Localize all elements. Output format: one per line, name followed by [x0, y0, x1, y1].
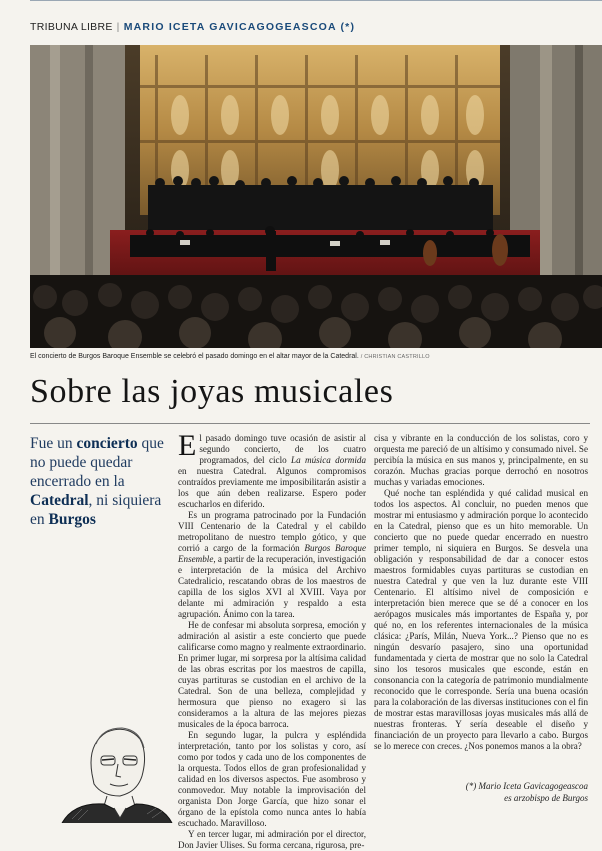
- photo-caption-row: [30, 353, 590, 360]
- photo-caption: El concierto de Burgos Baroque Ensemble se celebró el pasado domingo en el altar mayor de la Catedral.: [30, 353, 359, 360]
- paragraph: [178, 429, 366, 510]
- concert-photo: [30, 45, 602, 348]
- header-rule: [30, 0, 602, 1]
- paragraph: He de confesar mi absoluta sorpresa, emoción y admiración al asistir a este concierto que puede calificarse como magno y realmente extraordinario. En primer lugar, mi sorpresa por la altísima calidad de las obras escritas por los maestros de capilla, cuyas partituras se custodian en el archivo de la Catedral. Son de una belleza, complejidad y hermosura que pienso no exagero si las consideramos a la altura de las mejores piezas musicales de la época barroca.: [178, 620, 366, 729]
- paragraph: Y en tercer lugar, mi admiración por el director, Don Javier Ulises. Su forma cercana, rigurosa, pre-: [178, 829, 366, 850]
- deck-bold-3: Burgos: [48, 511, 96, 528]
- author-kicker: MARIO ICETA GAVICAGOGEASCOA (*): [123, 21, 356, 33]
- pull-quote: [30, 434, 170, 529]
- deck-text-3: , ni siquiera en: [30, 492, 162, 528]
- article-column-1: [178, 429, 366, 851]
- drop-cap: E: [178, 429, 197, 462]
- paragraph-text: en nuestra Catedral. Algunos compromisos contraídos previamente me imposibilitarán asistir a los que aún deben realizarse. Espero poder escucharlos en diferido.: [178, 466, 366, 509]
- cycle-title: La música dormida: [291, 455, 366, 465]
- headline-rule: [30, 423, 590, 424]
- section-header: [0, 0, 602, 40]
- deck-bold-2: Catedral: [30, 492, 89, 509]
- paragraph: [178, 510, 366, 620]
- author-signature-name: (*) Mario Iceta Gavicagogeascoa: [465, 781, 588, 791]
- author-portrait-sketch: [52, 714, 174, 823]
- paragraph-text: , a partir de la recuperación, investigación e interpretación de la música del Archivo Catedralicio, rescatando obras de los maestros de capilla de los siglos XVI al XVIII. Vaya por delante mi admiración y respaldo a esta agrupación. Ánimo con la tarea.: [178, 554, 366, 619]
- article-headline: Sobre las joyas musicales: [30, 373, 394, 410]
- deck-text-2: que no puede quedar encerrado en la: [30, 435, 164, 490]
- photo-credit: / CHRISTIAN CASTRILLO: [360, 354, 430, 360]
- header-separator: |: [116, 21, 120, 33]
- paragraph-text: Es un programa patrocinado por la Fundación VIII Centenario de la Catedral y el cabildo metropolitano de nuestro templo gótico, y que corrió a cargo de la formación: [178, 510, 366, 553]
- ensemble-name: Burgos Baroque Ensemble: [178, 543, 366, 564]
- deck-text-1: Fue un: [30, 435, 77, 452]
- paragraph: cisa y vibrante en la conducción de los solistas, coro y orquesta me pareció de un altísimo y consumado nivel. Se percibía la música en sus manos y, principalmente, en su corazón. Muchas gracias porque derrochó en nosotros muchas y variadas emociones.: [374, 433, 588, 487]
- author-signature-role: es arzobispo de Burgos: [504, 793, 588, 803]
- section-name: TRIBUNA LIBRE: [30, 21, 113, 33]
- cathedral-concert-image: [30, 45, 602, 348]
- article-column-2: [374, 433, 588, 752]
- paragraph: En segundo lugar, la pulcra y espléndida interpretación, tanto por los solistas y coro, así como por todos y cada uno de los componentes de la orquesta. Todos ellos de gran profesionalidad y calidad en los diversos aspectos. Fue asombroso y conmovedor. Muy notable la improvisación del organista Don Jorge García, que hizo sonar el órgano de la epístola como nunca antes lo había escuchado. Maravilloso.: [178, 730, 366, 828]
- paragraph: Qué noche tan espléndida y qué calidad musical en todos los aspectos. Al concluir, no pueden menos que mostrar mi entusiasmo y admiración porque lo acontecido en la Catedral, pienso que es un hito memorable. Un concierto que no puede quedar encerrado en nuestro primer templo, ni siquiera en Burgos. Se desvela una obligación y responsabilidad de dar a conocer estos maestros formidables cuyas partituras se custodian en nuestra Catedral y que ven la luz durante este VIII Centenario. El altísimo nivel de composición e interpretación bien merece que se dé a conocer en los aerópagos musicales más importantes de España y, por qué no, en los referentes internacionales de la música clásica: ¿París, Milán, Nueva York...? Pienso que no es ningún desvarío pasajero, sino una oportunidad fundamentada y cierta de mostrar que no solo la Catedral sino los tesoros musicales que esconde, están en consonancia con la categoría de patrimonio mundialmente reconocido que le corresponde. Sería una buena ocasión para la colaboración de las diversas instituciones con el fin de mostrar estas maravillosas joyas musicales más allá de nuestras fronteras. Y sería deseable el diseño y financiación de un proyecto para llevarlo a cabo. Burgos se lo merece con creces. ¿Nos ponemos manos a la obra?: [374, 488, 588, 751]
- paragraph-text: l pasado domingo tuve ocasión de asistir al segundo concierto, de los cuatro programados, del ciclo: [199, 433, 366, 465]
- section-label-row: [30, 21, 355, 33]
- deck-bold-1: concierto: [76, 435, 138, 452]
